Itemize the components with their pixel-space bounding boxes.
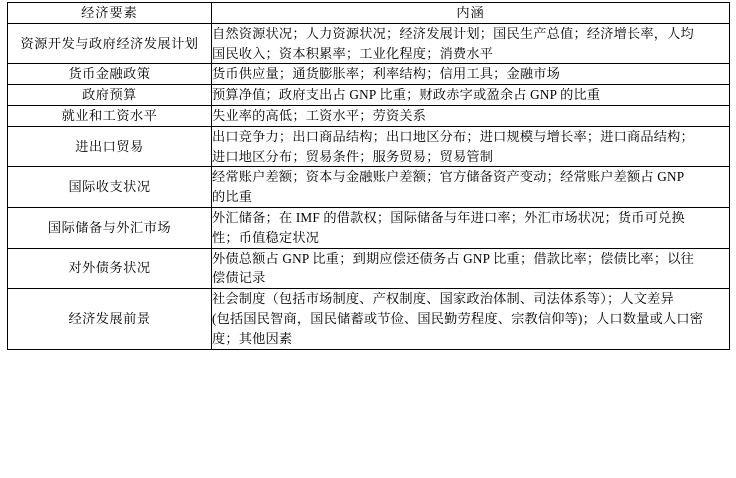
factor-name: 对外债务状况 (8, 248, 212, 289)
table-body (8, 23, 730, 349)
factor-name: 货币金融政策 (8, 64, 212, 85)
column-header-connotation: 内涵 (212, 3, 730, 24)
factor-description: 外债总额占 GNP 比重；到期应偿还债务占 GNP 比重；借款比率；偿债比率；以往 偿债记录 (212, 248, 730, 289)
factor-description: 外汇储备；在 IMF 的借款权；国际储备与年进口率；外汇市场状况；货币可兑换 性；币值稳定状况 (212, 207, 730, 248)
factor-description: 货币供应量；通货膨胀率；利率结构；信用工具；金融市场 (212, 64, 730, 85)
factor-name: 资源开发与政府经济发展计划 (8, 23, 212, 64)
economic-factors-table (7, 2, 730, 350)
factor-name: 国际储备与外汇市场 (8, 207, 212, 248)
column-header-factor: 经济要素 (8, 3, 212, 24)
table-row (8, 289, 730, 349)
factor-description: 预算净值；政府支出占 GNP 比重；财政赤字或盈余占 GNP 的比重 (212, 85, 730, 106)
table-row (8, 126, 730, 167)
factor-description: 自然资源状况；人力资源状况；经济发展计划；国民生产总值；经济增长率，人均 国民收入；资本积累率；工业化程度；消费水平 (212, 23, 730, 64)
table-header-row (8, 3, 730, 24)
table-row (8, 23, 730, 64)
factor-description: 出口竞争力；出口商品结构；出口地区分布；进口规模与增长率；进口商品结构； 进口地区分布；贸易条件；服务贸易；贸易管制 (212, 126, 730, 167)
factor-name: 政府预算 (8, 85, 212, 106)
factor-name: 就业和工资水平 (8, 105, 212, 126)
factor-description: 经常账户差额；资本与金融账户差额；官方储备资产变动；经常账户差额占 GNP 的比重 (212, 167, 730, 208)
table-header (8, 3, 730, 24)
table-row (8, 207, 730, 248)
table-row (8, 167, 730, 208)
factor-name: 经济发展前景 (8, 289, 212, 349)
table-row (8, 105, 730, 126)
document-page (0, 2, 736, 478)
factor-description: 失业率的高低；工资水平；劳资关系 (212, 105, 730, 126)
table-row (8, 85, 730, 106)
table-row (8, 248, 730, 289)
factor-description: 社会制度（包括市场制度、产权制度、国家政治体制、司法体系等）；人文差异 (包括国民智商，国民储蓄或节俭、国民勤劳程度、宗教信仰等)；人口数量或人口密 度；其他因素 (212, 289, 730, 349)
factor-name: 国际收支状况 (8, 167, 212, 208)
factor-name: 进出口贸易 (8, 126, 212, 167)
table-row (8, 64, 730, 85)
